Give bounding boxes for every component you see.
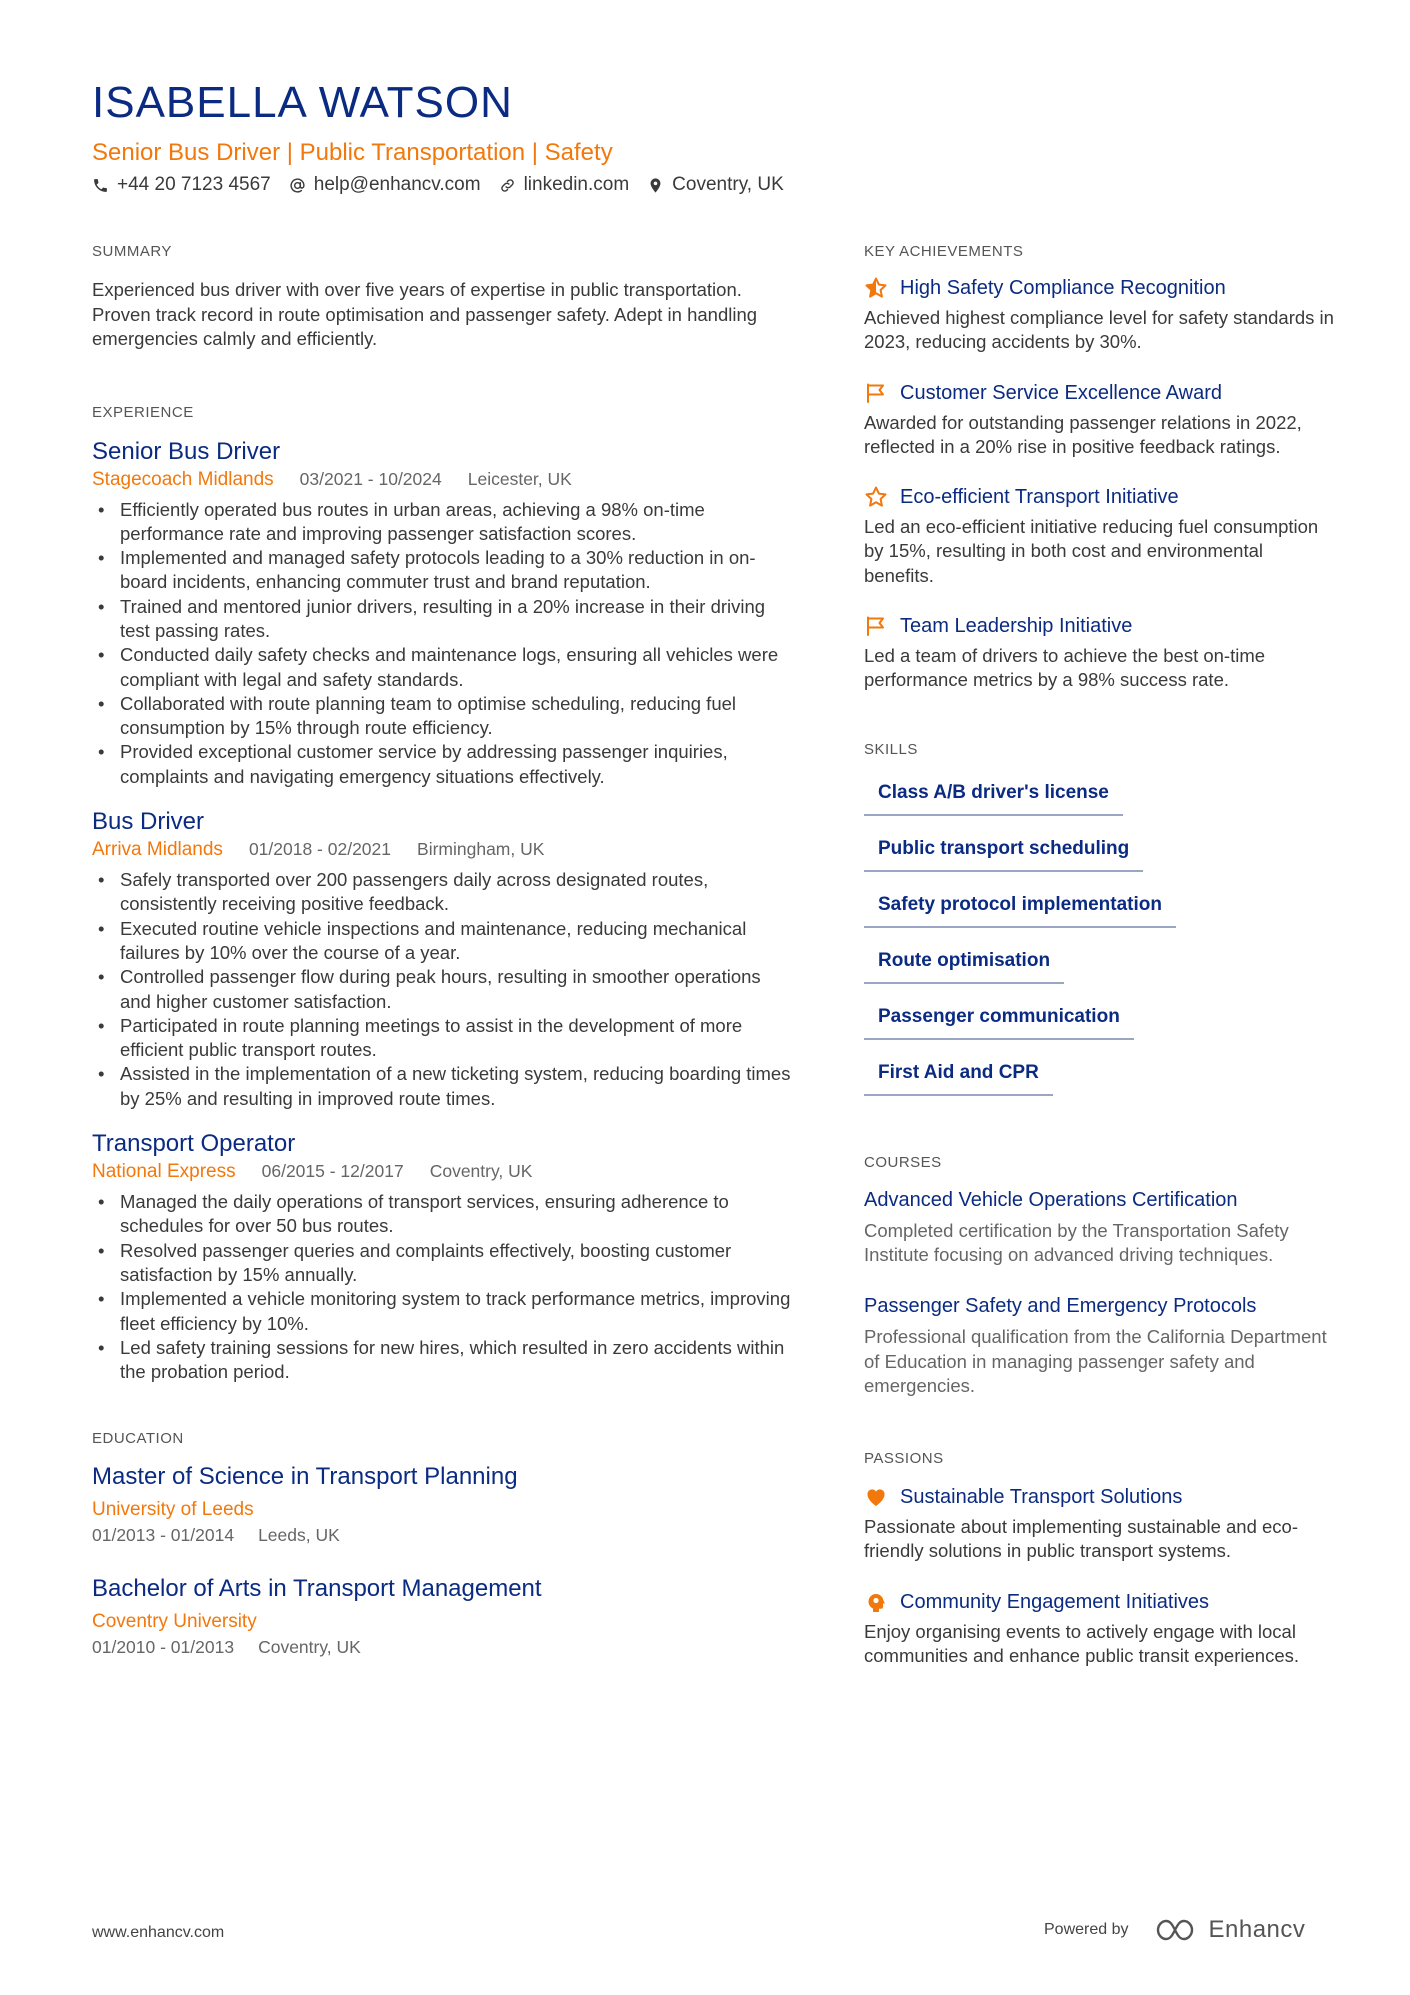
school-name: Coventry University — [92, 1611, 257, 1633]
left-column — [92, 243, 792, 1659]
achievements-section — [864, 243, 1334, 693]
courses-title: COURSES — [864, 1153, 942, 1171]
education-section — [92, 1430, 792, 1659]
job-dates: 06/2015 - 12/2017 — [261, 1161, 404, 1182]
job-bullet: • Efficiently operated bus routes in urban areas, achieving a 98% on-time performance rate and improving passenger satisfaction scores. — [92, 498, 792, 547]
job-title: Bus Driver — [92, 808, 205, 836]
at-icon — [289, 177, 306, 194]
skill-tag: Public transport scheduling — [864, 828, 1143, 872]
contact-linkedin[interactable] — [499, 174, 630, 196]
education-entry — [92, 1573, 792, 1659]
job-bullet: • Assisted in the implementation of a new ticketing system, reducing boarding times by 25% and resulting in improved route times. — [92, 1062, 792, 1111]
degree-title: Bachelor of Arts in Transport Management — [92, 1575, 542, 1603]
contact-location — [647, 174, 784, 196]
job-location: Birmingham, UK — [417, 839, 545, 860]
head-idea-icon — [864, 1590, 888, 1614]
passion-title: Sustainable Transport Solutions — [900, 1486, 1183, 1509]
right-column — [864, 243, 1334, 1668]
job-bullet: • Conducted daily safety checks and maintenance logs, ensuring all vehicles were compliant with legal and safety standards. — [92, 643, 792, 692]
degree-title: Master of Science in Transport Planning — [92, 1463, 518, 1491]
job-bullet: • Safely transported over 200 passengers daily across designated routes, consistently receiving positive feedback. — [92, 868, 792, 917]
enhancv-logo[interactable] — [1155, 1916, 1306, 1944]
contact-phone[interactable] — [92, 174, 271, 196]
achievement-item — [864, 379, 1334, 460]
linkedin-text: linkedin.com — [523, 174, 630, 195]
passions-title: PASSIONS — [864, 1450, 944, 1468]
phone-icon — [92, 177, 109, 194]
job-entry — [92, 437, 792, 790]
contact-email[interactable] — [289, 174, 481, 196]
contact-bar — [92, 174, 802, 196]
skill-tag: Route optimisation — [864, 940, 1064, 984]
job-meta — [92, 1159, 792, 1184]
job-bullet: • Provided exceptional customer service by addressing passenger inquiries, complaints and navigating emergency situations effectively. — [92, 740, 792, 789]
summary-title: SUMMARY — [92, 243, 172, 260]
brand-name: Enhancv — [1208, 1916, 1306, 1943]
job-bullets — [92, 868, 792, 1111]
star-outline-icon — [864, 485, 888, 509]
achievement-desc: Achieved highest compliance level for safety standards in 2023, reducing accidents by 30%. — [864, 307, 1334, 353]
education-location: Leeds, UK — [258, 1525, 340, 1546]
map-pin-icon — [647, 177, 664, 194]
courses-section — [864, 1154, 1334, 1398]
passion-desc: Passionate about implementing sustainable and eco-friendly solutions in public transport systems. — [864, 1516, 1299, 1562]
email-text: help@enhancv.com — [313, 174, 481, 195]
education-meta — [92, 1635, 792, 1659]
job-location: Coventry, UK — [429, 1161, 533, 1182]
course-desc: Completed certification by the Transportation Safety Institute focusing on advanced driving techniques. — [864, 1219, 1289, 1265]
flag-icon — [864, 614, 888, 638]
experience-title: EXPERIENCE — [92, 403, 194, 421]
education-meta — [92, 1523, 792, 1547]
job-bullet: • Implemented and managed safety protocols leading to a 30% reduction in on-board incidents, enhancing commuter trust and brand reputation. — [92, 546, 792, 595]
achievement-title: Eco-efficient Transport Initiative — [900, 486, 1179, 509]
job-company: Stagecoach Midlands — [92, 468, 274, 490]
education-location: Coventry, UK — [258, 1637, 361, 1658]
job-bullet: • Trained and mentored junior drivers, resulting in a 20% increase in their driving test passing rates. — [92, 595, 792, 644]
job-bullet: • Resolved passenger queries and complaints effectively, boosting customer satisfaction by 15% annually. — [92, 1239, 792, 1288]
achievement-item — [864, 612, 1334, 693]
education-entry — [92, 1461, 792, 1547]
job-title: Senior Bus Driver — [92, 437, 281, 465]
job-bullet: • Implemented a vehicle monitoring system to track performance metrics, improving fleet efficiency by 10%. — [92, 1287, 792, 1336]
achievements-title: KEY ACHIEVEMENTS — [864, 243, 1024, 260]
job-dates: 01/2018 - 02/2021 — [248, 839, 392, 860]
achievement-desc: Led a team of drivers to achieve the best on-time performance metrics by a 98% success rate. — [864, 645, 1266, 691]
course-desc: Professional qualification from the California Department of Education in managing passenger safety and emergencies. — [864, 1326, 1327, 1396]
skill-tag: Class A/B driver's license — [864, 772, 1123, 816]
job-dates: 03/2021 - 10/2024 — [299, 468, 442, 489]
job-meta — [92, 467, 792, 492]
achievement-desc: Led an eco-efficient initiative reducing fuel consumption by 15%, resulting in both cost and environmental benefits. — [864, 516, 1319, 586]
job-company: National Express — [92, 1161, 236, 1183]
education-dates: 01/2013 - 01/2014 — [92, 1525, 235, 1546]
heart-icon — [864, 1485, 888, 1509]
job-bullet: • Executed routine vehicle inspections and maintenance, reducing mechanical failures by 10% over the course of a year. — [92, 917, 792, 966]
summary-section — [92, 243, 792, 352]
skills-section — [864, 741, 1334, 1108]
footer-branding — [1044, 1916, 1305, 1944]
enhancv-logo-icon — [1155, 1917, 1201, 1943]
education-dates: 01/2010 - 01/2013 — [92, 1637, 235, 1658]
job-bullets — [92, 1190, 792, 1384]
course-item — [864, 1187, 1334, 1268]
achievement-item — [864, 483, 1334, 588]
skills-title: SKILLS — [864, 740, 918, 758]
powered-by-text: Powered by — [1044, 1921, 1129, 1938]
flag-icon — [864, 381, 888, 405]
job-bullets — [92, 498, 792, 790]
job-bullet: • Led safety training sessions for new hires, which resulted in zero accidents within the probation period. — [92, 1336, 792, 1385]
passions-section — [864, 1450, 1334, 1668]
passion-title: Community Engagement Initiatives — [900, 1590, 1210, 1613]
job-company: Arriva Midlands — [92, 839, 223, 861]
job-bullet: • Participated in route planning meetings to assist in the development of more efficient public transport routes. — [92, 1014, 792, 1063]
job-bullet: • Collaborated with route planning team to optimise scheduling, reducing fuel consumption by 15% through route efficiency. — [92, 692, 792, 741]
candidate-name: ISABELLA WATSON — [92, 78, 513, 127]
skills-list — [864, 772, 1334, 1108]
job-entry — [92, 1129, 792, 1384]
experience-section — [92, 404, 792, 1385]
skill-tag: Safety protocol implementation — [864, 884, 1176, 928]
achievement-title: Customer Service Excellence Award — [900, 381, 1222, 404]
achievement-title: High Safety Compliance Recognition — [900, 277, 1226, 299]
passion-item — [864, 1483, 1334, 1564]
headline: Senior Bus Driver | Public Transportation | Safety — [92, 139, 613, 166]
summary-text: Experienced bus driver with over five years of expertise in public transportation. Proven track record in route optimisation and passenger safety. Adept in handling emergencies calmly and efficiently. — [92, 279, 758, 349]
job-meta — [92, 837, 792, 862]
job-bullet: • Controlled passenger flow during peak hours, resulting in smoother operations and higher customer satisfaction. — [92, 965, 792, 1014]
location-text: Coventry, UK — [672, 174, 784, 195]
achievement-title: Team Leadership Initiative — [900, 615, 1133, 638]
school-name: University of Leeds — [92, 1499, 254, 1521]
job-entry — [92, 807, 792, 1111]
star-half-icon — [864, 276, 888, 300]
achievement-item — [864, 274, 1334, 355]
link-icon — [499, 177, 516, 194]
footer-website[interactable]: www.enhancv.com — [92, 1924, 225, 1941]
phone-text: +44 20 7123 4567 — [117, 174, 271, 195]
skill-tag: Passenger communication — [864, 996, 1134, 1040]
education-title: EDUCATION — [92, 1430, 184, 1448]
skill-tag: First Aid and CPR — [864, 1052, 1053, 1096]
course-item — [864, 1293, 1334, 1398]
course-title: Advanced Vehicle Operations Certification — [864, 1188, 1238, 1211]
passion-desc: Enjoy organising events to actively engage with local communities and enhance public transit experiences. — [864, 1620, 1299, 1667]
job-location: Leicester, UK — [467, 468, 572, 489]
course-title: Passenger Safety and Emergency Protocols — [864, 1295, 1257, 1318]
achievement-desc: Awarded for outstanding passenger relations in 2022, reflected in a 20% rise in positive feedback ratings. — [864, 411, 1302, 457]
passion-item — [864, 1588, 1334, 1669]
job-bullet: • Managed the daily operations of transport services, ensuring adherence to schedules for over 50 bus routes. — [92, 1190, 792, 1239]
job-title: Transport Operator — [92, 1130, 296, 1158]
